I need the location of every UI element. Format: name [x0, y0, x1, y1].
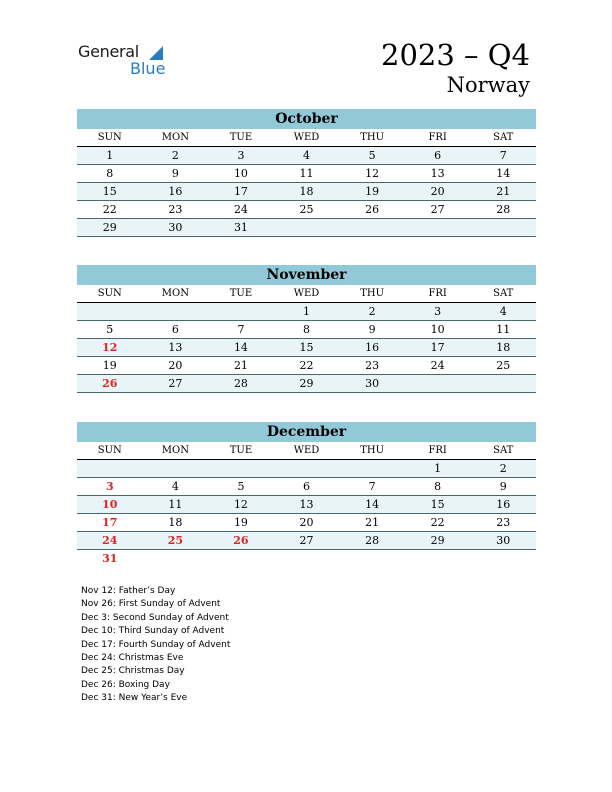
day-cell: 17 [102, 516, 118, 529]
weekday-label: SAT [493, 288, 514, 299]
holiday-item: Dec 3: Second Sunday of Advent [81, 612, 229, 623]
weekday-label: THU [360, 132, 385, 143]
day-cell: 15 [102, 185, 117, 198]
day-cell: 23 [496, 516, 511, 529]
day-cell: 18 [168, 516, 183, 529]
day-cell: 30 [365, 377, 380, 390]
week-row [77, 460, 536, 478]
week-row [77, 219, 536, 237]
day-cell: 13 [299, 498, 314, 511]
weekday-label: MON [161, 445, 189, 456]
day-cell: 13 [168, 341, 183, 354]
week-row [77, 147, 536, 165]
day-cell: 4 [171, 480, 179, 493]
day-cell: 12 [102, 341, 118, 354]
weekday-label: MON [161, 132, 189, 143]
day-cell: 7 [237, 323, 245, 336]
day-cell: 25 [496, 359, 511, 372]
day-cell: 28 [365, 534, 380, 547]
day-cell: 11 [299, 167, 314, 180]
day-cell: 2 [368, 305, 376, 318]
day-cell: 11 [168, 498, 183, 511]
day-cell: 27 [430, 203, 445, 216]
day-cell: 6 [434, 149, 442, 162]
holiday-item: Nov 12: Father’s Day [81, 586, 176, 596]
day-cell: 15 [430, 498, 445, 511]
holiday-item: Dec 10: Third Sunday of Advent [81, 626, 225, 637]
day-cell: 31 [102, 552, 118, 565]
country-name: Norway [446, 73, 530, 97]
holiday-item: Dec 17: Fourth Sunday of Advent [81, 639, 231, 650]
weekday-header [77, 129, 536, 147]
day-cell: 21 [233, 359, 248, 372]
day-cell: 22 [102, 203, 117, 216]
day-cell [208, 303, 274, 320]
month-october [77, 109, 536, 237]
day-cell: 22 [299, 359, 314, 372]
day-cell: 12 [365, 167, 380, 180]
day-cell: 4 [499, 305, 507, 318]
day-cell: 1 [303, 305, 311, 318]
day-cell [339, 550, 405, 567]
day-cell [274, 460, 340, 477]
month-title: November [77, 265, 536, 285]
holiday-item: Nov 26: First Sunday of Advent [81, 599, 221, 610]
day-cell: 9 [368, 323, 376, 336]
day-cell: 3 [237, 149, 245, 162]
day-cell: 30 [496, 534, 511, 547]
month-title: December [77, 422, 536, 442]
day-cell: 14 [233, 341, 248, 354]
day-cell: 10 [430, 323, 445, 336]
day-cell [405, 219, 471, 236]
day-cell: 15 [299, 341, 314, 354]
day-cell [143, 303, 209, 320]
week-row [77, 375, 536, 393]
day-cell: 9 [171, 167, 179, 180]
day-cell: 16 [496, 498, 511, 511]
day-cell: 14 [365, 498, 380, 511]
day-cell: 2 [171, 149, 179, 162]
logo-general-text: General [78, 42, 139, 61]
week-row [77, 339, 536, 357]
weekday-label: MON [161, 288, 189, 299]
day-cell: 31 [233, 221, 248, 234]
day-cell: 19 [102, 359, 117, 372]
weekday-label: TUE [229, 445, 253, 456]
day-cell: 21 [496, 185, 511, 198]
holiday-item: Dec 31: New Year’s Eve [81, 693, 188, 704]
week-row [77, 514, 536, 532]
day-cell: 10 [102, 498, 118, 511]
day-cell: 12 [233, 498, 248, 511]
day-cell [77, 303, 143, 320]
day-cell: 1 [106, 149, 114, 162]
day-cell: 29 [102, 221, 117, 234]
day-cell: 16 [168, 185, 183, 198]
day-cell [405, 375, 471, 392]
day-cell: 7 [368, 480, 376, 493]
day-cell: 22 [430, 516, 445, 529]
day-cell: 17 [233, 185, 248, 198]
day-cell: 20 [168, 359, 183, 372]
logo-blue-text: Blue [130, 59, 166, 78]
day-cell: 29 [299, 377, 314, 390]
weekday-label: SUN [97, 445, 122, 456]
day-cell: 21 [365, 516, 380, 529]
page-title: 2023 – Q4 [381, 38, 530, 72]
day-cell: 16 [365, 341, 380, 354]
day-cell [405, 550, 471, 567]
week-row [77, 183, 536, 201]
day-cell [470, 375, 536, 392]
day-cell: 29 [430, 534, 445, 547]
day-cell: 28 [233, 377, 248, 390]
week-row [77, 532, 536, 550]
day-cell [470, 219, 536, 236]
day-cell: 18 [496, 341, 511, 354]
day-cell: 8 [434, 480, 442, 493]
day-cell [208, 460, 274, 477]
day-cell: 27 [299, 534, 314, 547]
day-cell: 20 [299, 516, 314, 529]
weekday-label: FRI [428, 132, 447, 143]
week-row [77, 496, 536, 514]
weekday-label: WED [293, 132, 320, 143]
holiday-list [81, 585, 230, 706]
day-cell: 20 [430, 185, 445, 198]
day-cell [143, 460, 209, 477]
weekday-label: TUE [229, 132, 253, 143]
day-cell: 14 [496, 167, 511, 180]
day-cell: 24 [233, 203, 248, 216]
weekday-label: THU [360, 288, 385, 299]
day-cell: 19 [365, 185, 380, 198]
day-cell: 7 [499, 149, 507, 162]
month-title: October [77, 109, 536, 129]
day-cell: 4 [303, 149, 311, 162]
holiday-item: Dec 24: Christmas Eve [81, 653, 184, 664]
day-cell: 17 [430, 341, 445, 354]
holiday-item: Dec 26: Boxing Day [81, 679, 170, 690]
weekday-label: SUN [97, 288, 122, 299]
day-cell [470, 550, 536, 567]
day-cell [274, 550, 340, 567]
logo [78, 42, 178, 80]
week-row [77, 303, 536, 321]
weekday-label: THU [360, 445, 385, 456]
week-row [77, 550, 536, 567]
day-cell: 24 [102, 534, 118, 547]
day-cell [143, 550, 209, 567]
day-cell: 5 [368, 149, 376, 162]
day-cell [77, 460, 143, 477]
weekday-label: TUE [229, 288, 253, 299]
week-row [77, 357, 536, 375]
holiday-item: Dec 25: Christmas Day [81, 666, 185, 677]
day-cell: 9 [499, 480, 507, 493]
day-cell: 13 [430, 167, 445, 180]
day-cell: 8 [106, 167, 114, 180]
weekday-label: WED [293, 288, 320, 299]
day-cell: 23 [168, 203, 183, 216]
day-cell [339, 460, 405, 477]
week-row [77, 165, 536, 183]
logo-triangle-icon [149, 46, 163, 60]
day-cell: 24 [430, 359, 445, 372]
day-cell: 8 [303, 323, 311, 336]
day-cell [208, 550, 274, 567]
weekday-header [77, 442, 536, 460]
day-cell: 18 [299, 185, 314, 198]
day-cell: 25 [299, 203, 314, 216]
week-row [77, 201, 536, 219]
day-cell: 30 [168, 221, 183, 234]
weekday-label: SUN [97, 132, 122, 143]
weekday-label: WED [293, 445, 320, 456]
day-cell: 27 [168, 377, 183, 390]
day-cell: 19 [233, 516, 248, 529]
day-cell: 25 [167, 534, 184, 547]
day-cell [274, 219, 340, 236]
day-cell: 26 [102, 377, 118, 390]
day-cell: 3 [105, 480, 114, 493]
day-cell: 3 [434, 305, 442, 318]
weekday-header [77, 285, 536, 303]
week-row [77, 321, 536, 339]
day-cell: 23 [365, 359, 380, 372]
day-cell: 5 [106, 323, 114, 336]
weekday-label: FRI [428, 445, 447, 456]
day-cell: 6 [303, 480, 311, 493]
weekday-label: SAT [493, 445, 514, 456]
day-cell: 26 [233, 534, 249, 547]
month-december [77, 422, 536, 567]
day-cell: 26 [365, 203, 380, 216]
month-november [77, 265, 536, 393]
week-row [77, 478, 536, 496]
day-cell: 2 [499, 462, 507, 475]
day-cell: 11 [496, 323, 511, 336]
day-cell: 10 [233, 167, 248, 180]
day-cell: 1 [434, 462, 442, 475]
day-cell: 28 [496, 203, 511, 216]
day-cell [339, 219, 405, 236]
weekday-label: SAT [493, 132, 514, 143]
weekday-label: FRI [428, 288, 447, 299]
day-cell: 6 [171, 323, 179, 336]
day-cell: 5 [237, 480, 245, 493]
